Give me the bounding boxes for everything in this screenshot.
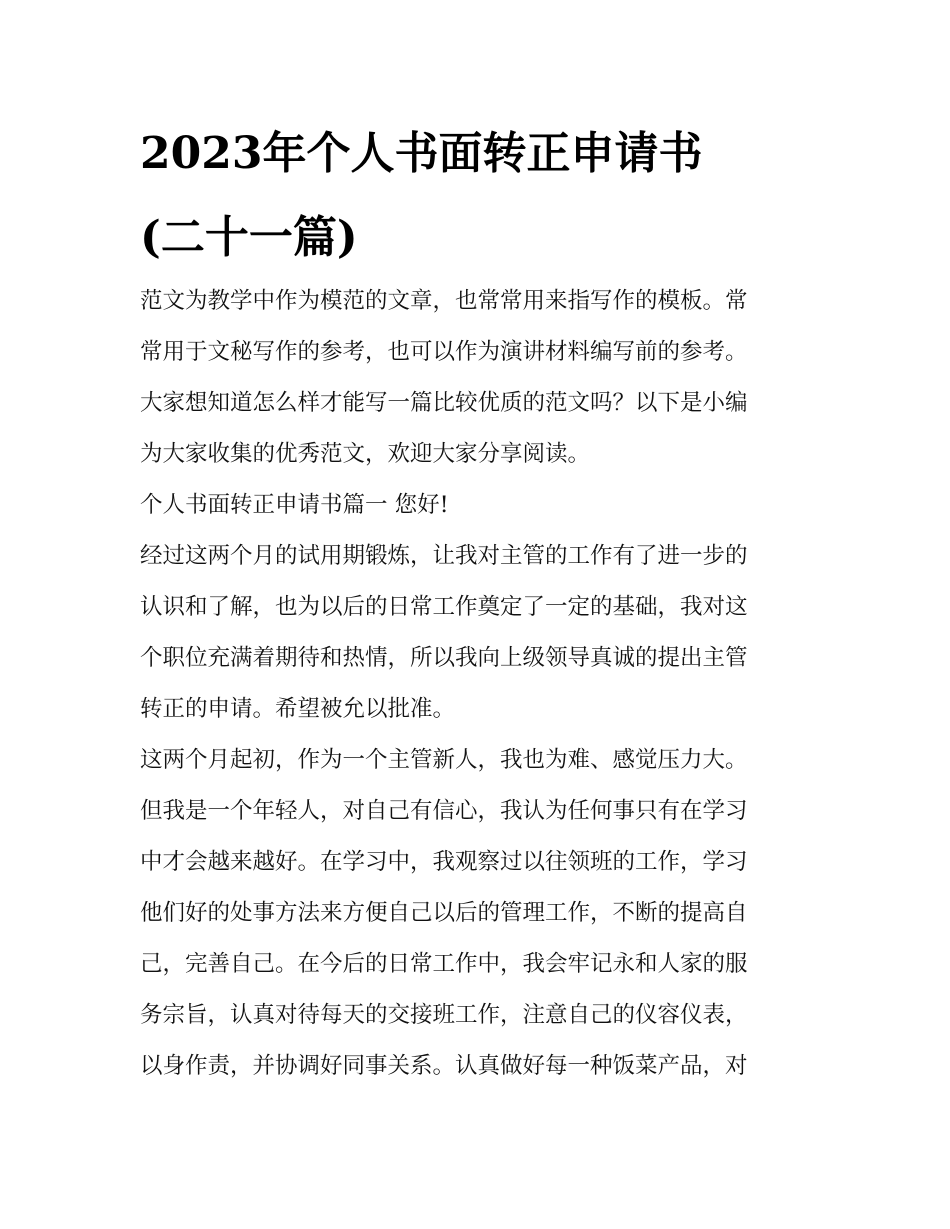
body-line: 但我是一个年轻人，对自己有信心，我认为任何事只有在学习 [140, 798, 748, 824]
body-line: 转正的申请。希望被允以批准。 [140, 696, 456, 722]
body-line: 为大家收集的优秀范文，欢迎大家分享阅读。 [140, 441, 591, 467]
title-line-1: 2023年个人书面转正申请书 [140, 128, 703, 179]
body-line: 大家想知道怎么样才能写一篇比较优质的范文吗？以下是小编 [140, 390, 748, 416]
body-line: 经过这两个月的试用期锻炼，让我对主管的工作有了进一步的 [140, 543, 748, 569]
document-title [140, 112, 820, 280]
body-line: 务宗旨，认真对待每天的交接班工作，注意自己的仪容仪表， [140, 1002, 748, 1028]
body-line: 范文为教学中作为模范的文章，也常常用来指写作的模板。常 [140, 288, 748, 314]
body-line: 常用于文秘写作的参考，也可以作为演讲材料编写前的参考。 [140, 339, 748, 365]
body-line: 这两个月起初，作为一个主管新人，我也为难、感觉压力大。 [140, 747, 748, 773]
body-line: 中才会越来越好。在学习中，我观察过以往领班的工作，学习 [140, 849, 748, 875]
body-line: 己，完善自己。在今后的日常工作中，我会牢记永和人家的服 [140, 951, 748, 977]
body-line: 认识和了解，也为以后的日常工作奠定了一定的基础，我对这 [140, 594, 748, 620]
body-line: 个职位充满着期待和热情，所以我向上级领导真诚的提出主管 [140, 645, 748, 671]
section-heading-line: 个人书面转正申请书篇一 您好! [140, 492, 449, 518]
document-body [140, 276, 820, 1092]
title-line-2: (二十一篇) [140, 212, 358, 263]
body-line: 他们好的处事方法来方便自己以后的管理工作，不断的提高自 [140, 900, 748, 926]
body-line: 以身作责，并协调好同事关系。认真做好每一种饭菜产品，对 [140, 1053, 748, 1079]
